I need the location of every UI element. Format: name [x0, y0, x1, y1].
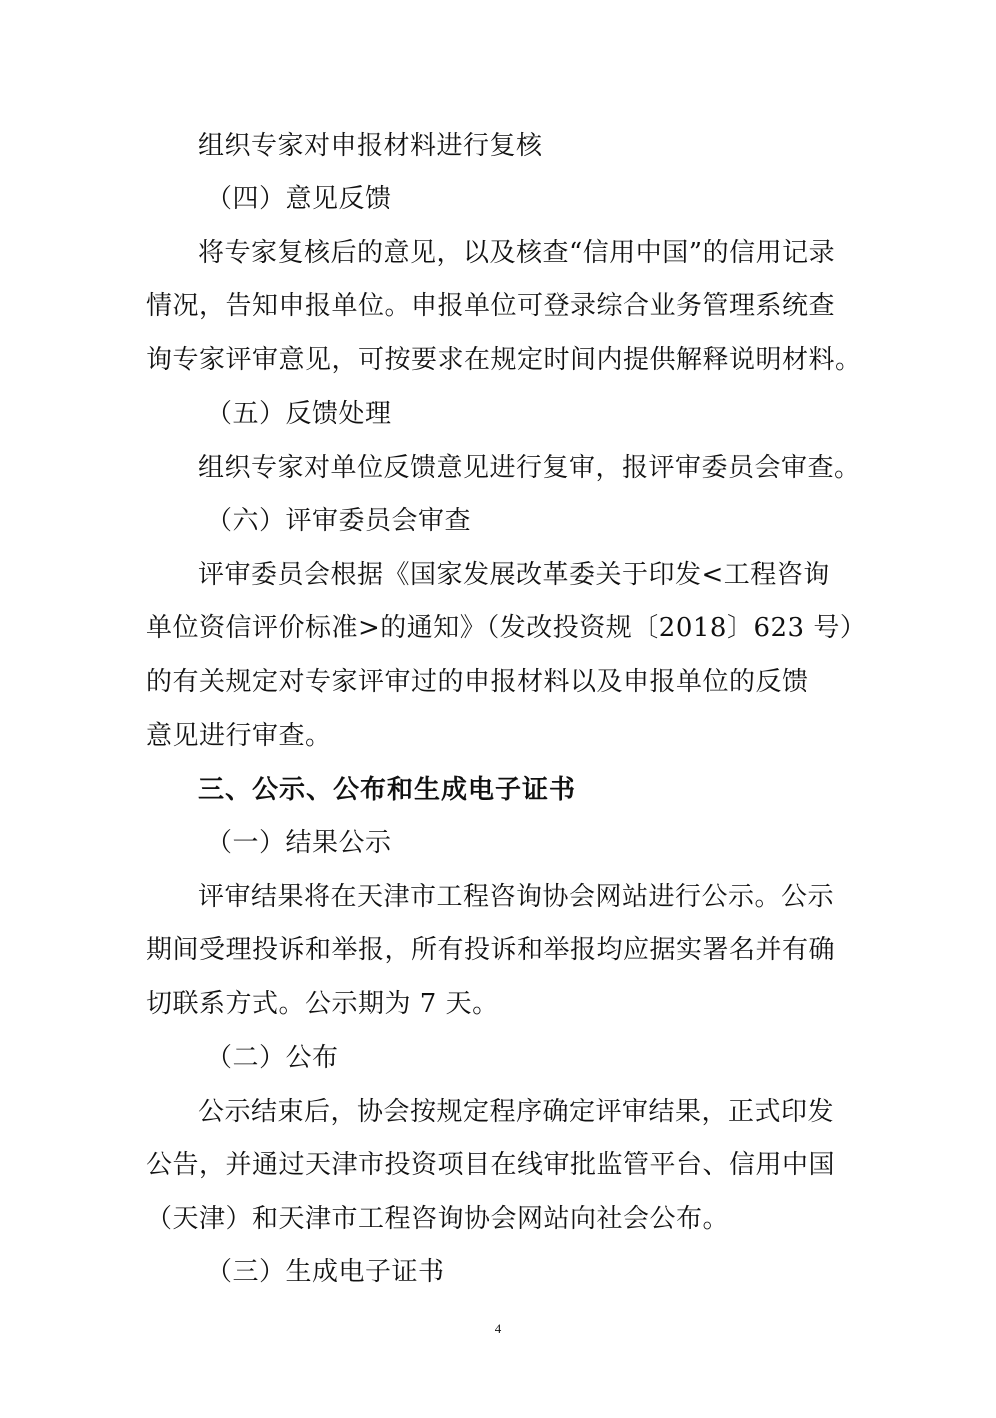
section-heading-1: （一）结果公示: [206, 828, 392, 858]
body-paragraph: 切联系方式。公示期为 7 天。: [146, 989, 499, 1019]
body-paragraph: 评审结果将在天津市工程咨询协会网站进行公示。公示: [198, 882, 835, 912]
body-paragraph: 询专家评审意见，可按要求在规定时间内提供解释说明材料。: [146, 345, 862, 375]
body-paragraph: 公告，并通过天津市投资项目在线审批监管平台、信用中国: [146, 1150, 836, 1180]
body-paragraph: 公示结束后，协会按规定程序确定评审结果，正式印发: [198, 1097, 835, 1127]
body-paragraph: 组织专家对单位反馈意见进行复审，报评审委员会审查。: [198, 453, 861, 483]
section-heading-2: （二）公布: [206, 1043, 339, 1073]
body-paragraph: 期间受理投诉和举报，所有投诉和举报均应据实署名并有确: [146, 935, 836, 965]
body-paragraph: （天津）和天津市工程咨询协会网站向社会公布。: [146, 1204, 730, 1234]
body-paragraph: 组织专家对申报材料进行复核: [198, 131, 543, 161]
body-paragraph: 单位资信评价标准>的通知》（发改投资规〔2018〕623 号）: [146, 613, 867, 643]
chapter-heading: 三、公示、公布和生成电子证书: [198, 775, 577, 805]
body-paragraph: 意见进行审查。: [146, 721, 332, 751]
body-paragraph: 将专家复核后的意见，以及核查“信用中国”的信用记录: [198, 238, 836, 268]
body-paragraph: 评审委员会根据《国家发展改革委关于印发<工程咨询: [198, 560, 830, 590]
body-paragraph: 情况，告知申报单位。申报单位可登录综合业务管理系统查: [146, 291, 836, 321]
section-heading-5: （五）反馈处理: [206, 399, 392, 429]
body-paragraph: 的有关规定对专家评审过的申报材料以及申报单位的反馈: [146, 667, 809, 697]
page-number: 4: [494, 1321, 502, 1336]
section-heading-6: （六）评审委员会审查: [206, 506, 472, 536]
section-heading-3: （三）生成电子证书: [206, 1257, 445, 1287]
section-heading-4: （四）意见反馈: [206, 184, 392, 214]
